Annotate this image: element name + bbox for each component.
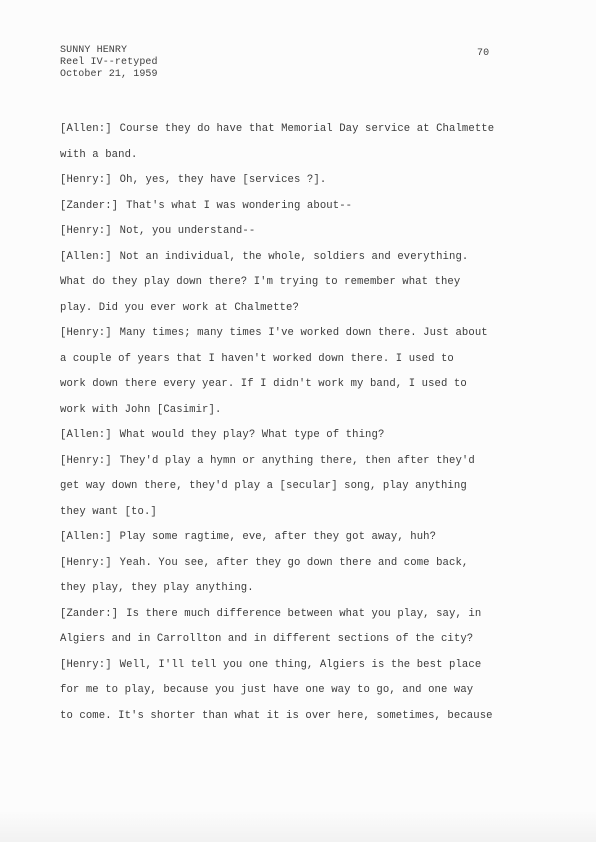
line-text: they want [to.] <box>60 505 157 518</box>
transcript-line <box>60 704 530 730</box>
line-text: play. Did you ever work at Chalmette? <box>60 301 299 314</box>
line-text: What do they play down there? I'm trying to remember what they <box>60 276 461 288</box>
speaker-label: [Henry:] <box>60 556 112 569</box>
transcript-line <box>60 296 530 322</box>
transcript-line <box>60 678 530 704</box>
line-text: They'd play a hymn or anything there, then after they'd <box>119 454 475 467</box>
speaker-label: [Henry:] <box>60 174 112 186</box>
line-text: work down there every year. If I didn't work my band, I used to <box>60 378 467 390</box>
speaker-label: [Allen:] <box>60 123 112 135</box>
transcript-line <box>60 219 530 245</box>
transcript-line <box>60 576 530 602</box>
scan-bottom-edge <box>0 810 596 842</box>
line-text: a couple of years that I haven't worked down there. I used to <box>60 352 454 365</box>
transcript-line <box>60 627 530 653</box>
transcript-body <box>60 117 530 729</box>
line-text: Course they do have that Memorial Day service at Chalmette <box>119 123 495 135</box>
line-text: they play, they play anything. <box>60 582 254 594</box>
line-text: Algiers and in Carrollton and in different sections of the city? <box>60 633 474 645</box>
line-text: Many times; many times I've worked down there. Just about <box>119 327 488 339</box>
transcript-line <box>60 653 530 679</box>
transcript-line <box>60 347 530 373</box>
line-text: Is there much difference between what you play, say, in <box>126 607 482 620</box>
speaker-label: [Henry:] <box>60 327 112 339</box>
line-text: Well, I'll tell you one thing, Algiers is the best place <box>119 658 482 671</box>
page-number: 70 <box>477 48 490 59</box>
transcript-line <box>60 551 530 577</box>
transcript-line <box>60 117 530 143</box>
transcript-line <box>60 143 530 169</box>
line-text: That's what I was wondering about-- <box>126 199 353 212</box>
line-text: for me to play, because you just have one way to go, and one way <box>60 684 474 696</box>
transcript-line <box>60 500 530 526</box>
transcript-line <box>60 602 530 628</box>
transcript-line <box>60 398 530 424</box>
line-text: Yeah. You see, after they go down there and come back, <box>119 556 469 569</box>
line-text: Not an individual, the whole, soldiers and everything. <box>119 250 469 263</box>
line-text: Not, you understand-- <box>119 225 256 237</box>
transcript-line <box>60 321 530 347</box>
transcript-line <box>60 270 530 296</box>
speaker-label: [Henry:] <box>60 658 112 671</box>
line-text: Play some ragtime, eve, after they got away, huh? <box>119 531 437 543</box>
transcript-line <box>60 372 530 398</box>
speaker-label: [Allen:] <box>60 250 112 263</box>
line-text: Oh, yes, they have [services ?]. <box>119 174 327 186</box>
document-header <box>60 45 158 81</box>
line-text: get way down there, they'd play a [secular] song, play anything <box>60 480 467 492</box>
speaker-label: [Zander:] <box>60 607 119 620</box>
speaker-label: [Zander:] <box>60 199 119 212</box>
transcript-line <box>60 525 530 551</box>
transcript-line <box>60 449 530 475</box>
speaker-label: [Allen:] <box>60 429 112 441</box>
speaker-label: [Allen:] <box>60 531 112 543</box>
line-text: with a band. <box>60 148 138 161</box>
header-reel: Reel IV--retyped <box>60 57 158 68</box>
transcript-line <box>60 423 530 449</box>
speaker-label: [Henry:] <box>60 454 112 467</box>
line-text: What would they play? What type of thing? <box>119 429 385 441</box>
transcript-line <box>60 245 530 271</box>
transcript-line <box>60 194 530 220</box>
line-text: work with John [Casimir]. <box>60 403 222 416</box>
transcript-line <box>60 474 530 500</box>
header-name: SUNNY HENRY <box>60 45 128 56</box>
line-text: to come. It's shorter than what it is over here, sometimes, because <box>60 709 493 722</box>
speaker-label: [Henry:] <box>60 225 112 237</box>
header-date: October 21, 1959 <box>60 69 158 80</box>
transcript-line <box>60 168 530 194</box>
